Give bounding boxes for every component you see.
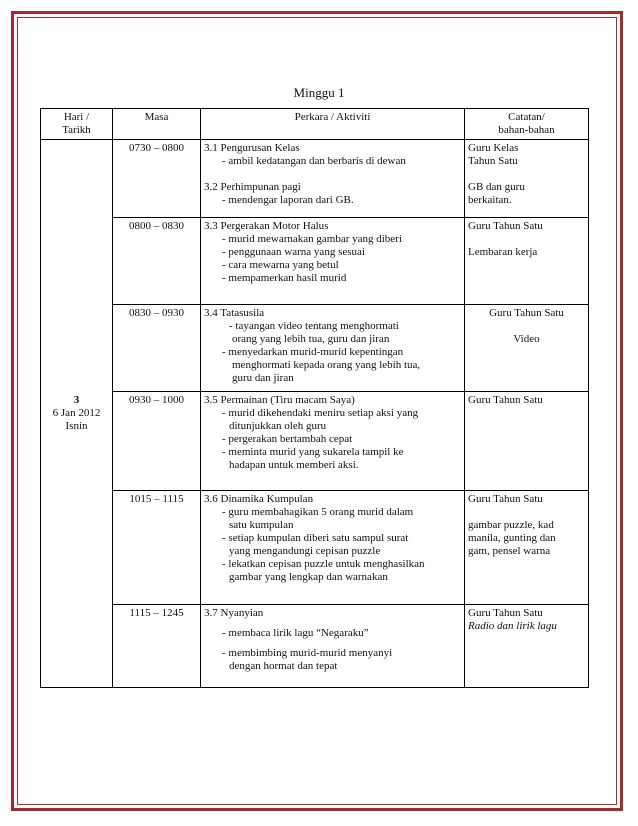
note-cell: Guru Tahun Satu Lembaran kerja <box>465 218 589 305</box>
activity-cell: 3.1 Pengurusan Kelas - ambil kedatangan dan berbaris di dewan 3.2 Perhimpunan pagi - mendengar laporan dari GB. <box>201 140 465 218</box>
activity-cell: 3.5 Permainan (Tiru macam Saya) - murid dikehendaki meniru setiap aksi yang ditunjukkan oleh guru - pergerakan bertambah cepat - meminta murid yang sukarela tampil ke hadapan untuk memberi aksi. <box>201 392 465 491</box>
masa-cell: 1115 – 1245 <box>113 605 201 688</box>
header-catatan: Catatan/ bahan-bahan <box>465 109 589 140</box>
note-cell: Guru Tahun Satu <box>465 392 589 491</box>
table-row <box>41 605 589 688</box>
note-cell: Guru Tahun Satu Radio dan lirik lagu <box>465 605 589 688</box>
day-number: 3 <box>73 394 80 406</box>
note-cell: Guru Tahun Satu Video <box>465 305 589 392</box>
activity-cell: 3.7 Nyanyian - membaca lirik lagu “Negaraku” - membimbing murid-murid menyanyi dengan hormat dan tepat <box>201 605 465 688</box>
note-cell: Guru Kelas Tahun Satu GB dan guru berkaitan. <box>465 140 589 218</box>
day-date: 6 Jan 2012 <box>52 407 101 419</box>
activity-cell: 3.4 Tatasusila - tayangan video tentang menghormati orang yang lebih tua, guru dan jiran - menyedarkan murid-murid kepentingan menghormati kepada orang yang lebih tua, guru dan jiran <box>201 305 465 392</box>
table-row <box>41 491 589 605</box>
schedule-table <box>40 108 589 688</box>
table-row <box>41 140 589 218</box>
table-row <box>41 305 589 392</box>
masa-cell: 0830 – 0930 <box>113 305 201 392</box>
masa-cell: 0730 – 0800 <box>113 140 201 218</box>
header-perkara: Perkara / Aktiviti <box>201 109 465 140</box>
header-masa: Masa <box>113 109 201 140</box>
day-cell <box>41 140 113 688</box>
activity-cell: 3.6 Dinamika Kumpulan - guru membahagikan 5 orang murid dalam satu kumpulan - setiap kumpulan diberi satu sampul surat yang mengandungi cepisan puzzle - lekatkan cepisan puzzle untuk menghasilkan gambar yang lengkap dan warnakan <box>201 491 465 605</box>
table-row <box>41 392 589 491</box>
table-row <box>41 218 589 305</box>
activity-cell: 3.3 Pergerakan Motor Halus - murid mewarnakan gambar yang diberi - penggunaan warna yang sesuai - cara mewarna yang betul - mempamerkan hasil murid <box>201 218 465 305</box>
day-name: Isnin <box>65 420 88 432</box>
note-cell: Guru Tahun Satu gambar puzzle, kad manila, gunting dan gam, pensel warna <box>465 491 589 605</box>
masa-cell: 1015 – 1115 <box>113 491 201 605</box>
masa-cell: 0930 – 1000 <box>113 392 201 491</box>
header-hari: Hari / Tarikh <box>41 109 113 140</box>
table-header-row <box>41 109 589 140</box>
page-title: Minggu 1 <box>293 85 345 100</box>
masa-cell: 0800 – 0830 <box>113 218 201 305</box>
